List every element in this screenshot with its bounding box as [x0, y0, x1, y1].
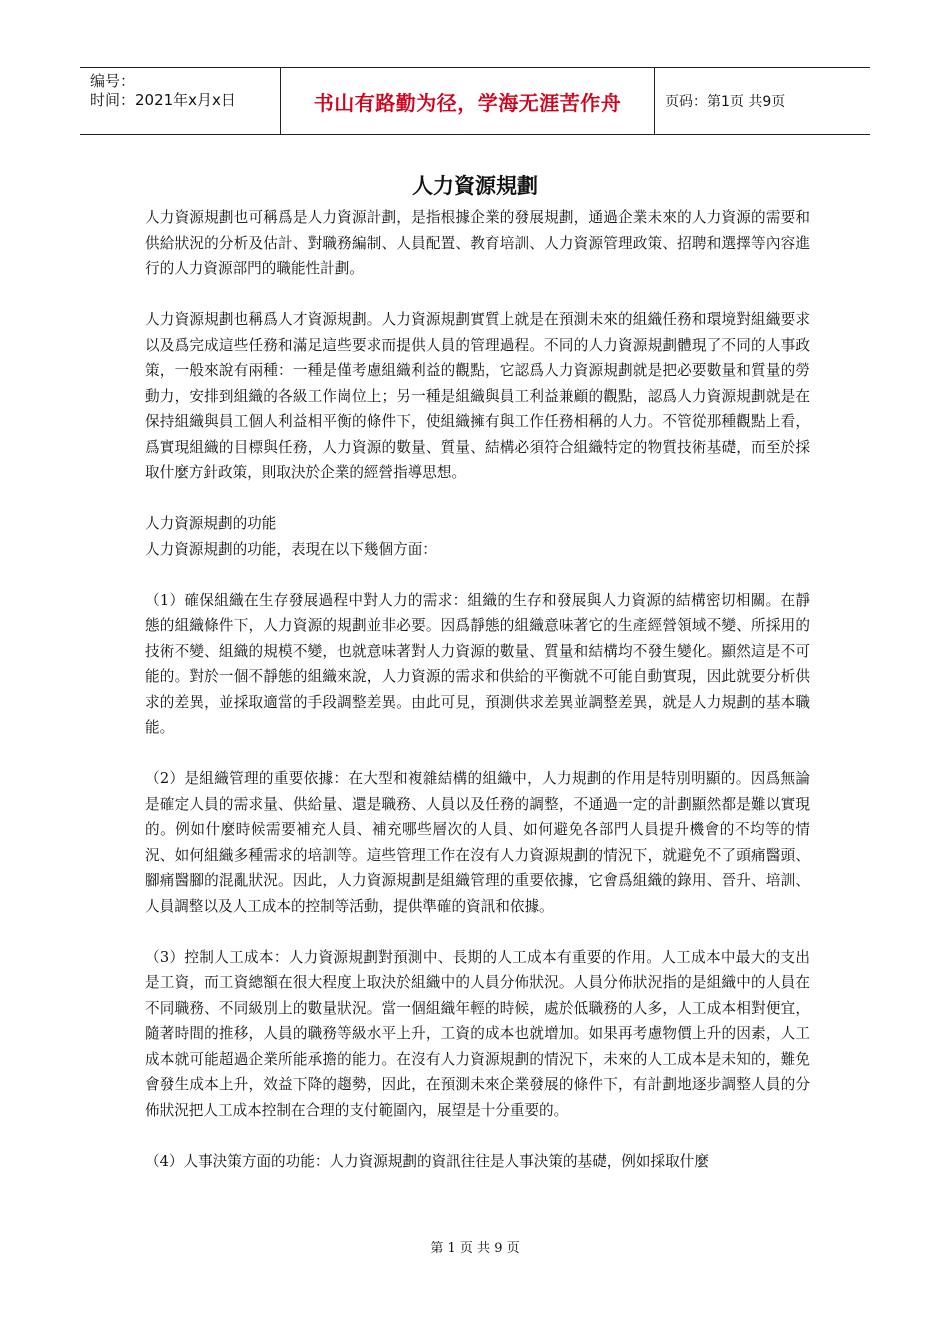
document-title: 人力資源規劃 [412, 174, 538, 198]
paragraph-item-4: （4）人事決策方面的功能：人力資源規劃的資訊往往是人事決策的基礎，例如採取什麼 [145, 1152, 709, 1170]
number-label: 编号： [90, 72, 136, 90]
page-footer: 第 1 页 共 9 页 [430, 1241, 520, 1256]
paragraph-intro: 人力資源規劃也可稱爲是人力資源計劃，是指根據企業的發展規劃，通過企業未來的人力資源的需要和供給狀況的分析及估計、對職務編制、人員配置、教育培訓、人力資源管理政策、招聘和選擇等內容進行的人力資源部門的職能性計劃。 [145, 209, 810, 277]
paragraph-item-1: （1）確保組織在生存發展過程中對人力的需求：組織的生存和發展與人力資源的結構密切相關。在靜態的組織條件下，人力資源的規劃並非必要。因爲靜態的組織意味著它的生產經營領域不變、所採用的技術不變、組織的規模不變，也就意味著對人力資源的數量、質量和結構均不發生變化。顯然這是不可能的。對於一個不靜態的組織來說，人力資源的需求和供給的平衡就不可能自動實現，因此就要分析供求的差異，並採取適當的手段調整差異。由此可見，預測供求差異並調整差異，就是人力規劃的基本職能。 [145, 591, 810, 736]
section-intro: 人力資源規劃的功能，表現在以下幾個方面： [145, 540, 437, 558]
paragraph-item-2: （2）是組織管理的重要依據：在大型和複雜結構的組織中，人力規劃的作用是特別明顯的。因爲無論是確定人員的需求量、供給量、還是職務、人員以及任務的調整，不通過一定的計劃顯然都是難以實現的。例如什麼時候需要補充人員、補充哪些層次的人員、如何避免各部門人員提升機會的不均等的情況、如何組織多種需求的培訓等。這些管理工作在沒有人力資源規劃的情況下，就避免不了頭痛醫頭、腳痛醫腳的混亂狀況。因此，人力資源規劃是組織管理的重要依據，它會爲組織的錄用、晉升、培訓、人員調整以及人工成本的控制等活動，提供準確的資訊和依據。 [145, 770, 810, 915]
header-page-label: 页码：第1页 共9页 [665, 94, 786, 110]
section-heading: 人力資源規劃的功能 [145, 515, 277, 532]
date-label: 时间：2021年x月x日 [90, 91, 236, 109]
document-body [145, 205, 810, 1174]
paragraph-item-3: （3）控制人工成本：人力資源規劃對預測中、長期的人工成本有重要的作用。人工成本中最大的支出是工資，而工資總額在很大程度上取決於組織中的人員分佈狀況。人員分佈狀況指的是組織中的人員在不同職務、不同級別上的數量狀況。當一個組織年輕的時候，處於低職務的人多，人工成本相對便宜，隨著時間的推移，人員的職務等級水平上升，工資的成本也就增加。如果再考慮物價上升的因素，人工成本就可能超過企業所能承擔的能力。在沒有人力資源規劃的情況下，未來的人工成本是未知的，難免會發生成本上升，效益下降的趨勢，因此，在預測未來企業發展的條件下，有計劃地逐步調整人員的分佈狀況把人工成本控制在合理的支付範圍內，展望是十分重要的。 [145, 948, 810, 1119]
header-table [80, 67, 870, 135]
header-motto: 书山有路勤为径，学海无涯苦作舟 [281, 68, 655, 134]
paragraph-definition: 人力資源規劃也稱爲人才資源規劃。人力資源規劃實質上就是在預測未來的組織任務和環境對組織要求以及爲完成這些任務和滿足這些要求而提供人員的管理過程。不同的人力資源規劃體現了不同的人事政策，一般來說有兩種：一種是僅考慮組織利益的觀點，它認爲人力資源規劃就是把必要數量和質量的勞動力，安排到組織的各級工作崗位上；另一種是組織與員工利益兼顧的觀點，認爲人力資源規劃就是在保持組織與員工個人利益相平衡的條件下，使組織擁有與工作任務相稱的人力。不管從那種觀點上看，爲實現組織的目標與任務，人力資源的數量、質量、結構必須符合組織特定的物質技術基礎，而至於採取什麼方針政策，則取決於企業的經營指導思想。 [145, 311, 810, 481]
header-info-cell [80, 68, 281, 134]
